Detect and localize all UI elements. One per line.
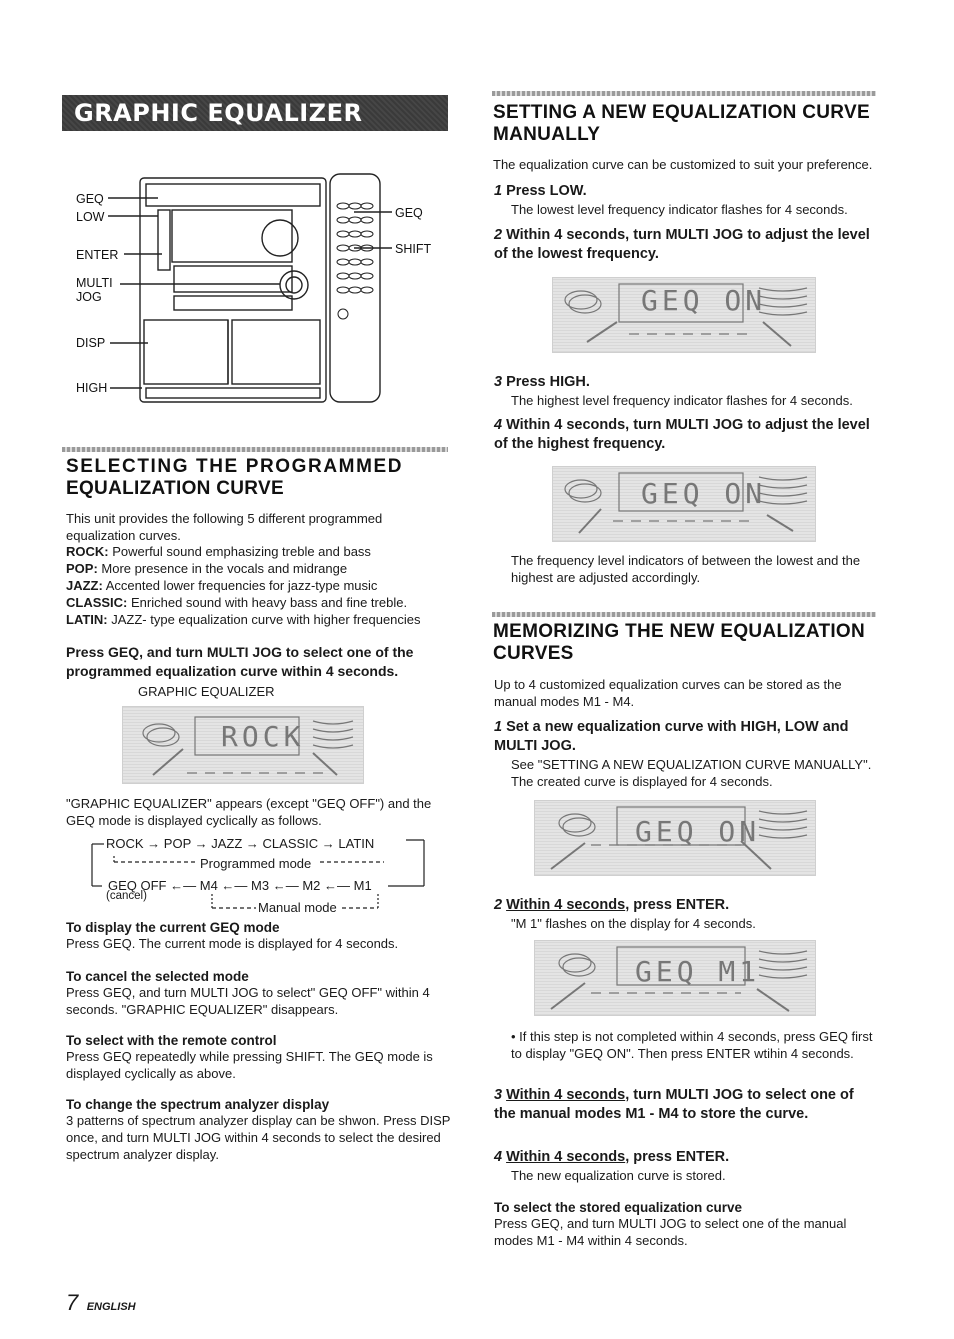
page-footer [66, 1290, 136, 1316]
memorizing-intro: Up to 4 customized equalization curves can be stored as the manual modes M1 - M4. [494, 677, 842, 709]
tip-text: 3 patterns of spectrum analyzer display can be shwon. Press DISP once, and turn MULTI JOG within 4 seconds to select the desired spectrum analyzer display. [66, 1113, 451, 1162]
tip-title: To change the spectrum analyzer display [66, 1097, 330, 1112]
label-low: LOW [76, 210, 105, 224]
mode-flow [88, 836, 428, 916]
tip-text: Press GEQ. The current mode is displayed for 4 seconds. [66, 936, 399, 951]
curve-item: JAZZ: Accented lower frequencies for jazz-type music [66, 578, 378, 593]
divider [62, 447, 448, 452]
tip-title: To cancel the selected mode [66, 969, 249, 984]
memorizing-step-2: 2 Within 4 seconds, press ENTER. "M 1" flashes on the display for 4 seconds. [494, 897, 756, 931]
display-low-adjust [552, 277, 816, 353]
intro-text: This unit provides the following 5 different programmed equalization curves. [66, 511, 383, 543]
banner-title: GRAPHIC EQUALIZER [74, 99, 363, 127]
tip-text: Press GEQ repeatedly while pressing SHIFT. The GEQ mode is displayed cyclically as above. [66, 1049, 433, 1081]
memorizing-step-4: 4 Within 4 seconds, press ENTER. The new equalization curve is stored. [494, 1149, 730, 1183]
setting-intro: The equalization curve can be customized to suit your preference. [493, 157, 873, 172]
setting-step-1: 1 Press LOW. The lowest level frequency indicator flashes for 4 seconds. [494, 183, 848, 217]
programmed-label: Programmed mode [200, 856, 312, 871]
device-illustration [62, 170, 448, 410]
setting-step-2: 2 Within 4 seconds, turn MULTI JOG to adjust the level of the lowest frequency. [494, 227, 870, 262]
lcd-mode: GEQ ON [635, 815, 761, 848]
page-number: 7 [66, 1290, 79, 1315]
divider [492, 91, 876, 96]
stored-curve-tip [494, 1200, 878, 1249]
heading-selecting [66, 456, 450, 500]
setting-step-4-text: The frequency level indicators of between the lowest and the highest are adjusted accordingly. [511, 553, 861, 585]
label-enter: ENTER [76, 248, 119, 262]
heading-setting [493, 102, 877, 146]
tip-text: Press GEQ, and turn MULTI JOG to select one of the manual modes M1 - M4 within 4 seconds. [494, 1216, 847, 1248]
display-high-adjust [552, 466, 816, 542]
programmed-row: ROCK → POP → JAZZ → CLASSIC → LATIN [106, 836, 375, 851]
instruction: Press GEQ, and turn MULTI JOG to select one of the programmed equalization curve within 4 seconds. [66, 644, 414, 679]
heading-line: MEMORIZING THE NEW EQUALIZATION [493, 621, 866, 642]
setting-step-3: 3 Press HIGH. The highest level frequency indicator flashes for 4 seconds. [494, 374, 853, 408]
memorizing-step-3: 3 Within 4 seconds, turn MULTI JOG to select one of the manual modes M1 - M4 to store the curve. [494, 1087, 854, 1122]
tip-text: Press GEQ, and turn MULTI JOG to select" GEQ OFF" within 4 seconds. "GRAPHIC EQUALIZER" disappears. [66, 985, 430, 1017]
section-banner [62, 95, 448, 131]
heading-line: SETTING A NEW EQUALIZATION CURVE [493, 102, 870, 123]
label-multi: MULTI [76, 276, 113, 290]
label-remote-geq: GEQ [395, 206, 423, 220]
display-curve-created [534, 800, 816, 876]
footer-lang: ENGLISH [86, 1301, 136, 1313]
label-jog: JOG [76, 290, 102, 304]
setting-step-4: 4 Within 4 seconds, turn MULTI JOG to adjust the level of the highest frequency. [494, 417, 870, 452]
divider [492, 612, 876, 617]
manual-label: Manual mode [258, 900, 337, 915]
heading-line: SELECTING THE PROGRAMMED [66, 456, 404, 477]
label-geq: GEQ [76, 192, 104, 206]
manual-row: GEQ OFF ←— M4 ←— M3 ←— M2 ←— M1 [108, 878, 372, 893]
cancel-label: (cancel) [106, 890, 147, 902]
label-disp: DISP [76, 336, 106, 350]
heading-line: EQUALIZATION CURVE [66, 478, 284, 499]
display-caption: GRAPHIC EQUALIZER [138, 684, 275, 699]
tip-title: To select with the remote control [66, 1033, 277, 1048]
heading-memorizing [493, 621, 877, 665]
stereo-system-drawing [62, 170, 448, 410]
memorizing-note: • If this step is not completed within 4 seconds, press GEQ first to display "GEQ ON". Then press ENTER wtihin 4 seconds. [511, 1029, 873, 1061]
curve-item: CLASSIC: Enriched sound with heavy bass and fine treble. [66, 595, 408, 610]
memorizing-step-1: 1 Set a new equalization curve with HIGH, LOW and MULTI JOG. See "SETTING A NEW EQUALIZATION CURVE MANUALLY". The created curve is displayed for 4 seconds. [494, 719, 872, 789]
label-high: HIGH [76, 381, 108, 395]
tips [66, 920, 454, 1163]
display-m1 [534, 940, 816, 1016]
display-rock [122, 706, 364, 784]
lcd-mode: GEQ ON [641, 477, 767, 510]
lcd-mode: GEQ M1 [635, 955, 761, 988]
after-display-text: "GRAPHIC EQUALIZER" appears (except "GEQ OFF") and the GEQ mode is displayed cyclically as follows. [66, 796, 432, 828]
tip-title: To display the current GEQ mode [66, 920, 280, 935]
lcd-mode: GEQ ON [641, 284, 767, 317]
curve-item: ROCK: Powerful sound emphasizing treble and bass [66, 544, 371, 559]
heading-line: MANUALLY [493, 124, 601, 145]
curve-item: POP: More presence in the vocals and midrange [66, 561, 348, 576]
label-shift: SHIFT [395, 242, 432, 256]
lcd-mode: ROCK [221, 720, 305, 753]
heading-line: CURVES [493, 643, 574, 664]
curve-list [66, 543, 450, 628]
curve-item: LATIN: JAZZ- type equalization curve with higher frequencies [66, 612, 421, 627]
tip-title: To select the stored equalization curve [494, 1200, 743, 1215]
